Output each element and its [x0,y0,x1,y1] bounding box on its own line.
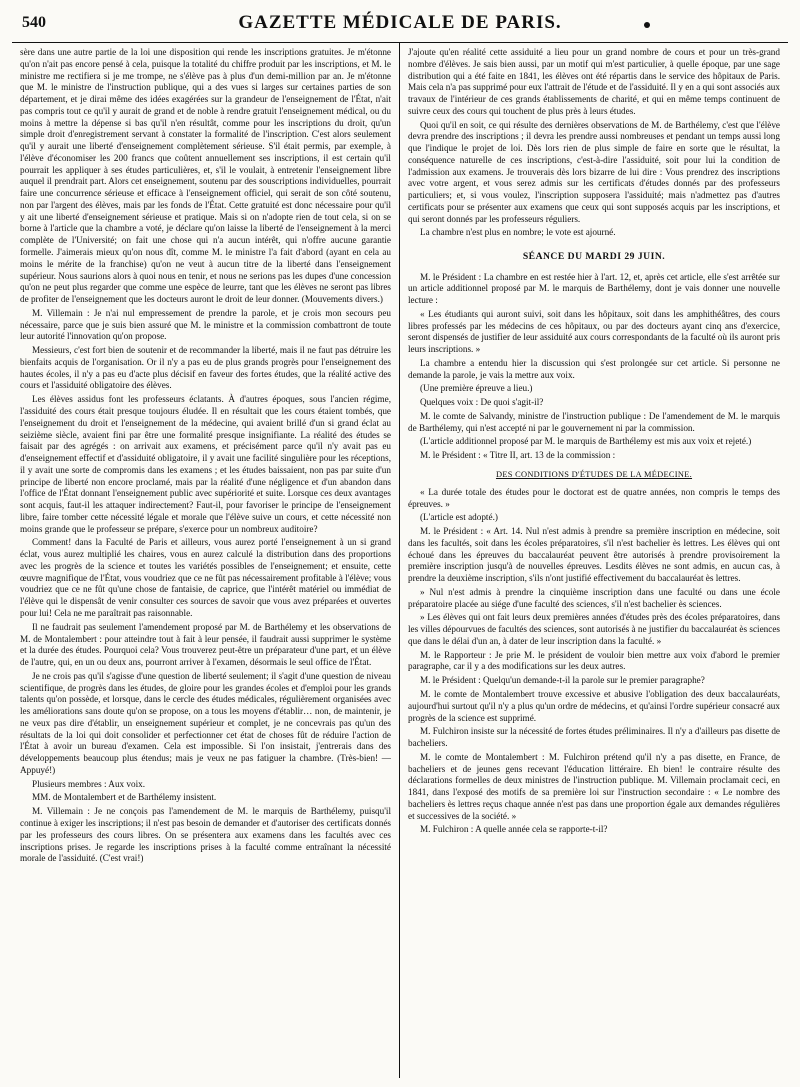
paragraph: » Les élèves qui ont fait leurs deux premières années d'études près des écoles préparatoires, dans les villes dépourvues de facultés des sciences, sont autorisés à ne justifier du baccalauréat ès sciences que dans le délai d'un an, à dater de leur inscription dans la faculté. » [408,612,780,646]
paragraph: Messieurs, c'est fort bien de soutenir et de recommander la liberté, mais il ne faut pas détruire les bienfaits acquis de l'organisation. Or il n'y a pas eu de plus grands progrès pour l'enseignement des hautes écoles, il n'y a pas eu d'acte plus décisif en faveur des fortes études, que la réalité active des cours et l'assiduité obligatoire des élèves. [20,345,391,391]
paragraph: M. le comte de Salvandy, ministre de l'instruction publique : De l'amendement de M. le marquis de Barthélemy, qui n'est accepté ni par le gouvernement ni par la commission. [408,410,780,433]
paragraph: M. le Président : « Art. 14. Nul n'est admis à prendre sa première inscription en médecine, soit dans les facultés, soit dans les écoles préparatoires, s'il n'est bachelier ès lettres. Les élèves qui ont échoué dans les épreuves du baccalauréat peuvent être autorisés à prendre provisoirement la première inscription jusqu'à de nouvelles épreuves. Lesdits élèves ne sont admis, en aucun cas, à prendre la deuxième inscription, s'ils n'ont justifié effectivement du baccalauréat ès lettres. [408,526,780,584]
paragraph: « Les étudiants qui auront suivi, soit dans les hôpitaux, soit dans les amphithéâtres, des cours libres professés par les médecins de ces hôpitaux, ou par des docteurs ayant cinq ans d'exercice, seront dispensés de justifier de leur assiduité aux cours correspondants de la faculté où ils auront pris leurs inscriptions. » [408,308,780,355]
ornament-dot [644,22,650,28]
paragraph: MM. de Montalembert et de Barthélemy insistent. [32,792,217,803]
paragraph: La chambre n'est plus en nombre; le vote est ajourné. [420,227,616,238]
publication-title: GAZETTE MÉDICALE DE PARIS. [238,12,562,33]
paragraph: Je ne crois pas qu'il s'agisse d'une question de liberté seulement; il s'agit d'une question de niveau scientifique, de progrès dans les études, de gloire pour les grandes écoles et d'emploi pour les grands talents qu'on possède, et lorsque, dans le cercle des études médicales, régulièrement organisées avec les améliorations sans doute qu'on se propose, on a tous les moyens d'établir… non, de maintenir, je ne veux pas dire d'établir, un enseignement supérieur et complet, je ne concevrais pas qu'un des résultats de la loi qui doit consolider et perfectionner cet état de choses fût de réduire l'action de l'État à avoir un bureau d'examen. Cela est impossible. Si l'on insistait, j'entrerais dans des développements beaucoup plus étendus; mais je veux ne pas fatiguer la chambre. (Très-bien! — Appuyé!) [20,670,391,775]
paragraph: (L'article additionnel proposé par M. le marquis de Barthélemy est mis aux voix et rejeté.) [420,436,752,447]
paragraph: Plusieurs membres : Aux voix. [32,778,146,789]
paragraph: M. Villemain : Je ne conçois pas l'amendement de M. le marquis de Barthélemy, puisqu'il continue à exiger les inscriptions; il n'est pas besoin de demander et d'autoriser des certificats donnés par les professeurs des cours libres. On se présentera aux examens dans les facultés avec ces inscriptions prises. Je regarde les inscriptions prises à la faculté comme entraînant la nécessité morale de l'assiduité. (C'est vrai!) [20,806,391,864]
paragraph: M. le Président : La chambre en est restée hier à l'art. 12, et, après cet article, elle s'est arrêtée sur un article additionnel proposé par M. le marquis de Barthélemy, dont je vais donner une nouvelle lecture : [408,271,780,306]
paragraph: (L'article est adopté.) [420,512,498,523]
paragraph: M. le comte de Montalembert trouve excessive et abusive l'obligation des deux baccalauréats, aujourd'hui surtout qu'il n'y a plus qu'un ordre de médecins, et qu'ainsi l'ordre supérieur consacré aux progrès de la science est supprimé. [408,689,780,723]
paragraph: M. le comte de Montalembert : M. Fulchiron prétend qu'il n'y a pas disette, en France, de bacheliers et de jeunes gens recevant l'éducation littéraire. Eh bien! le contraire résulte des déclarations formelles de deux ministres de l'instruction publique. M. Villemain proclamait ceci, en 1841, dans l'exposé des motifs de sa première loi sur l'instruction secondaire : « Le nombre des bacheliers ès lettres reçus chaque année n'est pas dans une proportion égale aux demandes régulières et successives de la société. » [408,751,780,821]
paragraph: M. Fulchiron : A quelle année cela se rapporte-t-il? [420,824,608,835]
section-subheading: DES CONDITIONS D'ÉTUDES DE LA MÉDECINE. [495,470,693,479]
paragraph: (Une première épreuve a lieu.) [420,383,533,394]
paragraph: M. Villemain : Je n'ai nul empressement de prendre la parole, et je crois mon secours peu nécessaire, parce que je suis bien assuré que M. le ministre et la commission combattront de toute leur autorité l'innovation qu'on propose. [20,307,391,342]
paragraph: « La durée totale des études pour le doctorat est de quatre années, non compris le temps des épreuves. » [408,486,780,509]
paragraph: J'ajoute qu'en réalité cette assiduité a lieu pour un grand nombre de cours et pour un très-grand nombre d'élèves. Je sais bien aussi, par un motif qui m'est particulier, à quelle époque, par une sage distribution qui a été faite en 1841, les élèves ont été répartis dans le service des hôpitaux de Paris. Mais cela n'a pas supprimé pour eux l'attrait de l'étude et de l'assiduité. Il y en a qui sont associés aux travaux de l'intérieur de ces grands établissements de charité, et qui en même temps continuent de suivre ceux des cours qui touchent de plus près à leurs études. [408,47,780,116]
paragraph: Il ne faudrait pas seulement l'amendement proposé par M. de Barthélemy et les observations de M. de Montalembert : pour atteindre tout à fait à leur pensée, il faudrait aussi supprimer le système et la durée des études. Pourquoi cela? Vous trouverez peut-être un préparateur d'une part, et un élève de l'autre, qui, en un ou deux ans, pourront arriver à l'examen, désormais le seul office de l'État. [20,621,391,668]
left-column [12,43,400,1078]
paragraph: M. le Rapporteur : Je prie M. le président de vouloir bien mettre aux voix d'abord le premier paragraphe, car il y a des modifications sur les deux autres. [408,649,780,672]
paragraph: M. le Président : « Titre II, art. 13 de la commission : [420,450,616,461]
paragraph: Les élèves assidus font les professeurs éclatants. À d'autres époques, sous l'ancien régime, l'assiduité des cours était presque toujours éludée. Il en résultait que les cours étaient tombés, que l'enseignement du droit et l'enseignement de la médecine, qui avaient brillé d'un si grand éclat au seizième siècle, avaient fini par être une formalité presque insignifiante. La réalité des études se faisait par des agrégés : on arrivait aux examens, et précisément parce qu'il n'y avait pas eu d'enseignement effectif et d'assiduité obligatoire, il y avait une facilité singulière pour les réceptions, il y avait une sorte de compromis dans les examens ; et les études baissaient, non pas par suite d'un principe de liberté non encore proclamé, mais par la réalité d'une négligence et d'un abandon dans l'office de l'État donnant l'enseignement public avec supériorité et suite. Lorsque ces deux avantages sont acquis, faut-il les attaquer indirectement? Faut-il, pour favoriser le principe de l'enseignement libre, faire tomber cette nécessité légale et morale que l'élève suive un cours, et cette nécessité non moins grande que le professeur se prépare, s'exerce pour un nombreux auditoire? [20,394,391,534]
paragraph: Quelques voix : De quoi s'agit-il? [420,397,544,408]
paragraph: M. Fulchiron insiste sur la nécessité de fortes études préliminaires. Il n'y a d'ailleurs pas disette de bacheliers. [408,726,780,749]
paragraph: La chambre a entendu hier la discussion qui s'est prolongée sur cet article. Si personne ne demande la parole, je vais la mettre aux voix. [408,357,780,380]
right-column [400,43,788,1078]
paragraph: Comment! dans la Faculté de Paris et ailleurs, vous aurez porté l'enseignement à un si grand éclat, vous aurez multiplié les chaires, vous en aurez calculé la distribution dans des proportions avec les progrès de la science et toutes les variétés possibles de l'enseignement; et ensuite, cette œuvre magnifique de l'État, vous voudriez que ce ne fût pas nécessairement profitable à l'élève; vous voudriez que ce ne fût qu'une chose de fantaisie, de caprice, que l'intérêt matériel ou immédiat de l'élève qui le dispensât de venir consulter ces sources de savoir que vous avez préparées et ouvertes pour lui! Cela ne me paraîtrait pas raisonnable. [20,537,391,618]
paragraph: Quoi qu'il en soit, ce qui résulte des dernières observations de M. de Barthélemy, c'est que l'élève devra prendre des inscriptions ; il devra les prendre aussi nombreuses et pendant un temps aussi long que l'indique le projet de loi. Dès lors rien de plus simple de faire en sorte que le résultat, la conséquence naturelle de ces inscriptions, c'est-à-dire l'assiduité, soit pour lui la condition de l'admission aux examens. Je trouverais dès lors bizarre de lui dire : Vous prendrez des inscriptions avec votre argent, et vous serez admis sur les certificats d'études donnés par des professeurs particuliers; et, si vous voulez, l'inscription supposera l'assiduité; mais n'admettez pas d'autres certificats pour se présenter aux examens que ceux qui sont supposés acquis par les inscriptions, et qui seront donnés par les professeurs réguliers. [408,119,780,224]
session-heading: SÉANCE DU MARDI 29 JUIN. [522,251,666,263]
paragraph: » Nul n'est admis à prendre la cinquième inscription dans une faculté ou dans une école préparatoire placée au siége d'une faculté des sciences, s'il n'est bachelier ès sciences. [408,586,780,609]
page-number: 540 [22,14,46,31]
text-columns [12,43,788,1078]
page-header [12,8,788,43]
paragraph: sère dans une autre partie de la loi une disposition qui rende les inscriptions gratuites. Je m'étonne qu'on n'ait pas encore pensé à cela, puisque la totalité du chiffre produit par les inscriptions, et M. le ministre me rectifiera si je me trompe, ne s'élève pas à plus d'un demi-million par an. Je m'étonne que M. le ministre de l'instruction publique, qui a des vues si larges sur certaines parties de son département, et je dirai même des idées exagérées sur la grandeur de l'enseignement de l'État, n'ait pas compris tout ce qu'il y aurait de grand et de noble à rendre gratuit l'enseignement médical, ou du moins à mettre la dépense si bas qu'il n'en résultât, comme pour les inscriptions du droit, qu'un simple droit d'enregistrement servant à constater la formalité de l'inscription. C'est alors seulement qu'il y aurait une liberté d'enseignement complètement sérieuse. S'il était permis, par exemple, à l'élève d'économiser les 200 francs que coûtent annuellement ses inscriptions, il est certain qu'il pourrait les appliquer à ses études particulières, et, s'il le voulait, à entretenir l'enseignement libre auquel il prendrait part. Alors cet enseignement, soutenu par des souscriptions individuelles, pourrait faire une concurrence sérieuse et efficace à l'enseignement officiel, qui serait de son côté soutenu, non par l'argent des élèves, mais par les fonds de l'État. Cette gratuité est donc nécessaire pour qu'il y ait une liberté d'enseignement sérieuse et pratique. Mais si on n'adopte rien de tout cela, si on se borne à l'article que la chambre a voté, je déclare qu'on laisse la liberté de l'enseignement à la merci complète de l'Université; on fait une chose qui n'a aucun intérêt, qui n'offre aucune garantie formelle. J'aimerais mieux qu'on nous dît, comme M. le ministre l'a fait d'abord (ayant en cela au moins le mérite de la franchise) qu'on ne veut à aucun titre de la liberté dans l'enseignement supérieur. Nous saurions alors à quoi nous en tenir, et nous ne serions pas les dupes d'une concession qu'on ne peut plus regarder que comme une espèce de leurre, tant que les élèves ne seront pas libres de profiter de l'enseignement que les docteurs auront le droit de leur donner. (Mouvements divers.) [20,47,391,305]
paragraph: M. le Président : Quelqu'un demande-t-il la parole sur le premier paragraphe? [420,675,705,686]
